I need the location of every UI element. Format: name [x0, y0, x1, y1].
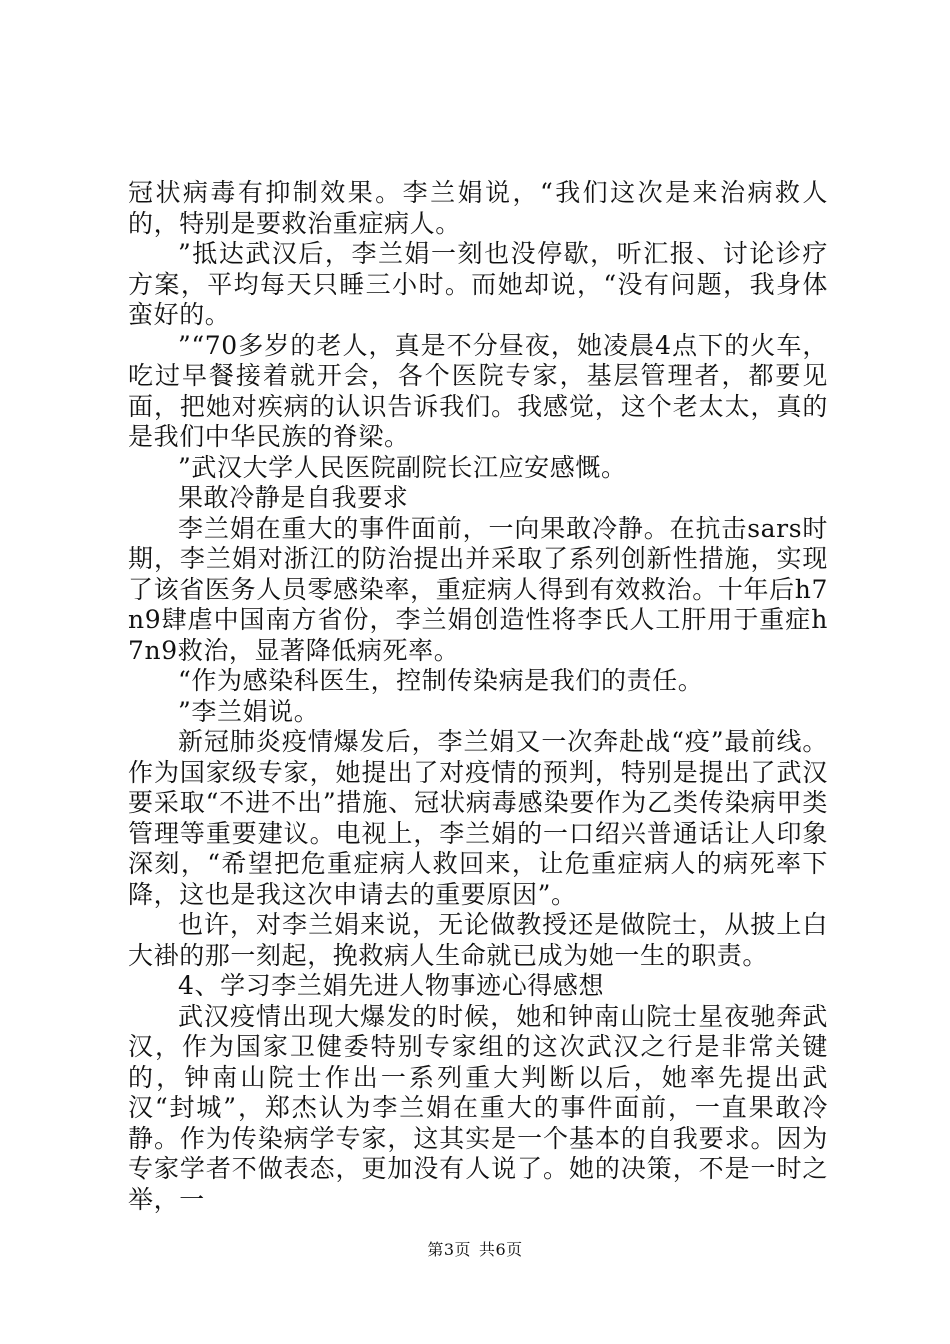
paragraph-4: ”武汉大学人民医院副院长江应安感慨。	[178, 452, 627, 482]
paragraph-10: 武汉疫情出现大爆发的时候，她和钟南山院士星夜驰奔武汉，作为国家卫健委特别专家组的这次武汉之行是非常关键的，钟南山院士作出一系列重大判断以后，她率先提出武汉“封城”，郑杰认为李兰娟在重大的事件面前，一直果敢冷静。作为传染病学专家，这其实是一个基本的自我要求。因为专家学者不做表态，更加没有人说了。她的决策，不是一时之举，一	[128, 1001, 828, 1214]
paragraph-2: ”抵达武汉后，李兰娟一刻也没停歇，听汇报、讨论诊疗方案，平均每天只睡三小时。而她却说，“没有问题，我身体蛮好的。	[128, 239, 828, 329]
document-body	[128, 178, 828, 1215]
paragraph-5: 李兰娟在重大的事件面前，一向果敢冷静。在抗击sars时期，李兰娟对浙江的防治提出并采取了系列创新性措施，实现了该省医务人员零感染率，重症病人得到有效救治。十年后h7n9肆虐中国南方省份，李兰娟创造性将李氏人工肝用于重症h7n9救治，显著降低病死率。	[128, 513, 828, 665]
paragraph-3: ”“70多岁的老人，真是不分昼夜，她凌晨4点下的火车，吃过早餐接着就开会，各个医院专家，基层管理者，都要见面，把她对疾病的认识告诉我们。我感觉，这个老太太，真的是我们中华民族的脊梁。	[128, 330, 828, 451]
page-footer	[0, 1240, 950, 1260]
paragraph-1: 冠状病毒有抑制效果。李兰娟说，“我们这次是来治病救人的，特别是要救治重症病人。	[128, 178, 828, 238]
page-number: 第3页	[427, 1240, 471, 1259]
section-heading-4: 4、学习李兰娟先进人物事迹心得感想	[178, 971, 605, 1000]
section-heading-calm: 果敢冷静是自我要求	[178, 483, 409, 512]
paragraph-7: ”李兰娟说。	[178, 696, 320, 726]
paragraph-9: 也许，对李兰娟来说，无论做教授还是做院士，从披上白大褂的那一刻起，挽救病人生命就已成为她一生的职责。	[128, 910, 828, 970]
paragraph-8: 新冠肺炎疫情爆发后，李兰娟又一次奔赴战“疫”最前线。作为国家级专家，她提出了对疫情的预判，特别是提出了武汉要采取“不进不出”措施、冠状病毒感染要作为乙类传染病甲类管理等重要建议。电视上，李兰娟的一口绍兴普通话让人印象深刻，“希望把危重症病人救回来，让危重症病人的病死率下降，这也是我这次申请去的重要原因”。	[128, 727, 828, 909]
paragraph-6: “作为感染科医生，控制传染病是我们的责任。	[178, 666, 704, 695]
page-total: 共6页	[479, 1240, 523, 1259]
